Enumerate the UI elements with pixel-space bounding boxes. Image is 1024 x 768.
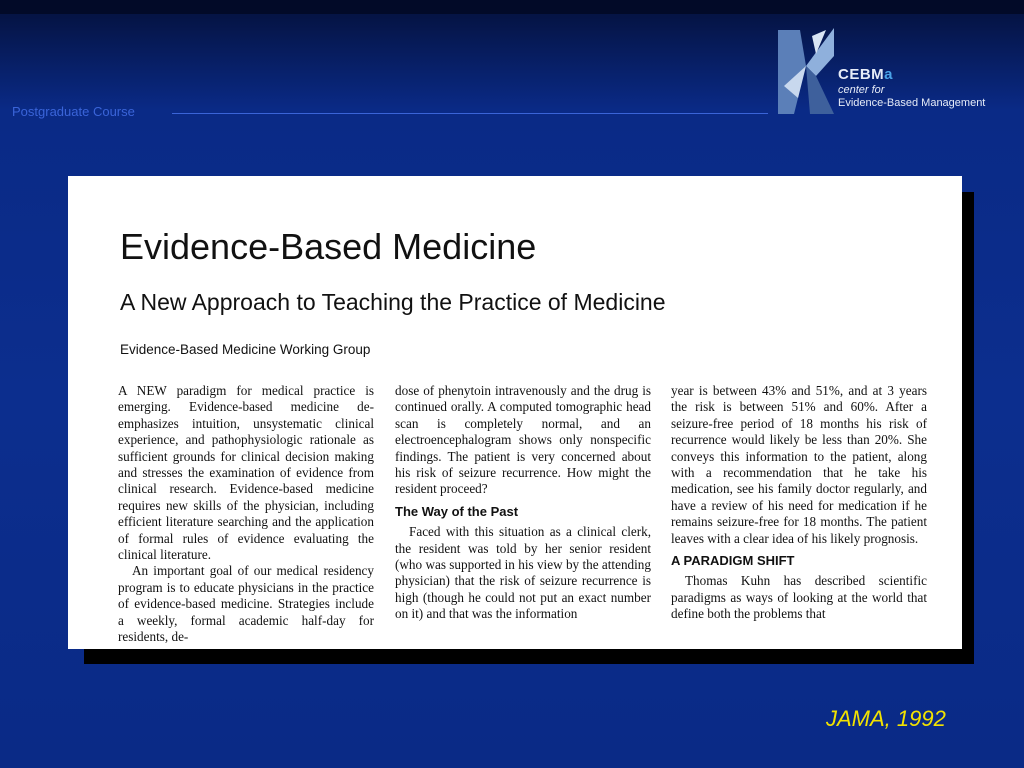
article-title: Evidence-Based Medicine bbox=[120, 226, 537, 267]
cebma-logo-mark-icon bbox=[776, 26, 836, 118]
column-3-paragraph-1: year is between 43% and 51%, and at 3 years the risk is between 51% and 60%. After a seizure-free period of 18 months his risk of recurrence would likely be less than 20%. She conveys this information to the patient, along with a recommendation that he take his medication, see his family doctor regularly, and have a review of his need for medication if he remains seizure-free for 18 months. The patient leaves with a clear idea of his likely prognosis. bbox=[671, 383, 927, 546]
header-divider bbox=[172, 113, 768, 114]
article-column-2 bbox=[395, 383, 651, 623]
top-band bbox=[0, 0, 1024, 14]
column-2-paragraph-2: Faced with this situation as a clinical clerk, the resident was told by her senior resident (who was supported in his view by the attending physician) that the risk of seizure recurrence is high (though he could not put an exact number on it) and that was the information bbox=[395, 524, 651, 622]
section-heading-way-of-past: The Way of the Past bbox=[395, 503, 519, 519]
logo-subtitle-2: Evidence-Based Management bbox=[838, 97, 986, 109]
article-column-1 bbox=[118, 383, 374, 646]
column-1-paragraph-1: A NEW paradigm for medical practice is emerging. Evidence-based medicine de-emphasizes intuition, unsystematic clinical experience, and pathophysiologic rationale as sufficient grounds for clinical decision making and stresses the examination of evidence from clinical research. Evidence-based medicine requires new skills of the physician, including efficient literature searching and the application of formal rules of evidence evaluating the clinical literature. bbox=[118, 383, 374, 563]
logo-subtitle-1: center for bbox=[838, 84, 885, 96]
article-column-3 bbox=[671, 383, 927, 623]
column-3-paragraph-2: Thomas Kuhn has described scientific paradigms as ways of looking at the world that define both the problems that bbox=[671, 573, 927, 622]
course-label: Postgraduate Course bbox=[12, 104, 135, 119]
cebma-logo bbox=[776, 26, 1016, 118]
column-2-paragraph-1: dose of phenytoin intravenously and the drug is continued orally. A computed tomographic head scan is completely normal, and an electroencephalogram shows only nonspecific findings. The patient is very concerned about his risk of seizure recurrence. How might the resident proceed? bbox=[395, 383, 651, 497]
article-clipping bbox=[68, 176, 962, 649]
section-heading-paradigm-shift: A PARADIGM SHIFT bbox=[671, 553, 795, 569]
column-1-paragraph-2: An important goal of our medical residency program is to educate physicians in the practice of evidence-based medicine. Strategies include a weekly, formal academic half-day for residents, de- bbox=[118, 563, 374, 645]
logo-title-accent: a bbox=[884, 66, 894, 83]
article-author: Evidence-Based Medicine Working Group bbox=[120, 342, 371, 357]
logo-text bbox=[838, 66, 985, 109]
article-subtitle: A New Approach to Teaching the Practice of Medicine bbox=[120, 289, 666, 315]
logo-title bbox=[838, 66, 985, 83]
logo-title-main: CEBM bbox=[838, 66, 885, 83]
citation: JAMA, 1992 bbox=[826, 706, 946, 731]
